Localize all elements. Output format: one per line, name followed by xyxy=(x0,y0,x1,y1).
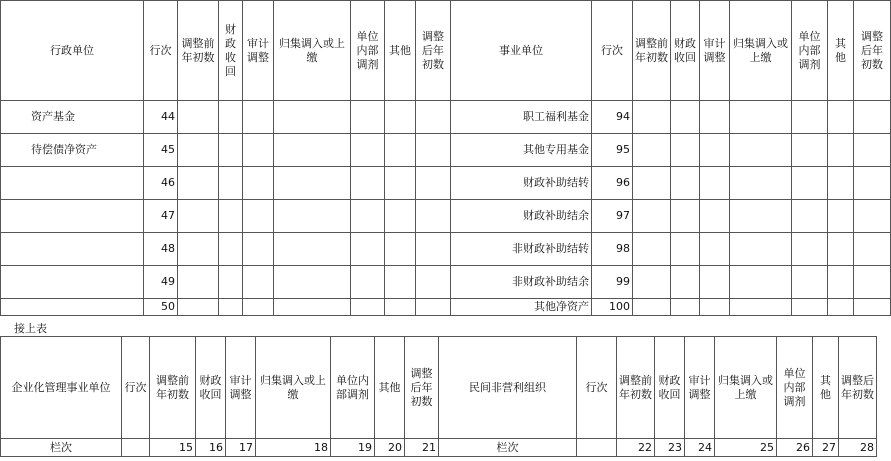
column-number: 17 xyxy=(226,439,256,457)
header-internal-alloc: 单位内部调剂 xyxy=(351,1,385,101)
table-row xyxy=(1,200,891,233)
table-row xyxy=(1,299,891,316)
cell[interactable] xyxy=(633,299,671,316)
header-enterprise-unit: 企业化管理事业单位 xyxy=(1,337,122,439)
cell[interactable] xyxy=(792,101,828,134)
row-number: 46 xyxy=(144,167,178,200)
header-collect-pay: 归集调入或上缴 xyxy=(256,337,331,439)
column-number: 15 xyxy=(150,439,196,457)
header-adj-after: 调整后年初数 xyxy=(405,337,439,439)
header-adj-after-2: 调整后年初数 xyxy=(854,1,891,101)
column-number: 26 xyxy=(777,439,813,457)
header-fiscal-recover-2: 财政收回 xyxy=(671,1,700,101)
cell[interactable] xyxy=(416,200,451,233)
cell[interactable] xyxy=(854,200,891,233)
header-internal-alloc-2: 单位内部调剂 xyxy=(792,1,828,101)
cell[interactable] xyxy=(792,200,828,233)
cell[interactable] xyxy=(828,200,854,233)
header-internal-alloc-2: 单位内部调剂 xyxy=(777,337,813,439)
cell[interactable] xyxy=(730,167,792,200)
cell[interactable] xyxy=(854,233,891,266)
header-audit-adj: 审计调整 xyxy=(243,1,274,101)
cell[interactable] xyxy=(633,167,671,200)
cell[interactable] xyxy=(351,167,385,200)
header-row-no-text: 行次 xyxy=(149,43,172,57)
cell[interactable] xyxy=(178,167,219,200)
header-inst-unit: 事业单位 xyxy=(451,1,592,101)
cell[interactable] xyxy=(178,200,219,233)
cell[interactable] xyxy=(178,101,219,134)
cell[interactable] xyxy=(671,101,700,134)
cell[interactable] xyxy=(416,101,451,134)
admin-item[interactable] xyxy=(1,167,144,200)
cell[interactable] xyxy=(671,200,700,233)
continued-table xyxy=(0,336,877,457)
cell[interactable] xyxy=(700,233,730,266)
cell[interactable] xyxy=(671,233,700,266)
header-other-2: 其他 xyxy=(813,337,839,439)
cell[interactable] xyxy=(792,167,828,200)
cell[interactable] xyxy=(700,266,730,299)
cell[interactable] xyxy=(219,233,243,266)
cell[interactable] xyxy=(416,266,451,299)
cell[interactable] xyxy=(219,101,243,134)
row-number: 47 xyxy=(144,200,178,233)
column-number-row xyxy=(1,439,877,457)
header-collect-pay: 归集调入或上缴 xyxy=(274,1,351,101)
row-number: 49 xyxy=(144,266,178,299)
admin-item[interactable]: 待偿债净资产 xyxy=(1,134,144,167)
cell[interactable] xyxy=(633,134,671,167)
header-admin-unit: 行政单位 xyxy=(1,1,144,101)
column-number: 24 xyxy=(685,439,715,457)
cell[interactable] xyxy=(351,266,385,299)
cell[interactable] xyxy=(671,266,700,299)
cell[interactable] xyxy=(243,134,274,167)
cell[interactable] xyxy=(730,200,792,233)
cell[interactable] xyxy=(385,233,416,266)
header-adj-before-2: 调整前年初数 xyxy=(617,337,655,439)
header-npo-unit: 民间非营利组织 xyxy=(439,337,577,439)
cell[interactable] xyxy=(792,299,828,316)
cell[interactable] xyxy=(671,299,700,316)
cell[interactable] xyxy=(351,299,385,316)
cell[interactable] xyxy=(633,200,671,233)
cell[interactable] xyxy=(274,233,351,266)
cell[interactable] xyxy=(274,167,351,200)
inst-item[interactable]: 财政补助结余 xyxy=(451,200,592,233)
header-adj-after: 调整后年初数 xyxy=(416,1,451,101)
cell[interactable] xyxy=(730,266,792,299)
cell xyxy=(577,439,617,457)
cell[interactable] xyxy=(671,167,700,200)
column-number: 23 xyxy=(655,439,685,457)
cell[interactable] xyxy=(730,101,792,134)
cell[interactable] xyxy=(385,101,416,134)
row-number: 45 xyxy=(144,134,178,167)
cell[interactable] xyxy=(700,101,730,134)
cell[interactable] xyxy=(351,101,385,134)
cell[interactable] xyxy=(792,233,828,266)
cell[interactable] xyxy=(178,134,219,167)
column-number: 16 xyxy=(196,439,226,457)
admin-item[interactable] xyxy=(1,233,144,266)
header-fiscal-recover-2: 财政收回 xyxy=(655,337,685,439)
cell[interactable] xyxy=(219,167,243,200)
column-number: 20 xyxy=(375,439,405,457)
row-number: 44 xyxy=(144,101,178,134)
header-collect-pay-2: 归集调入或上缴 xyxy=(730,1,792,101)
admin-item[interactable] xyxy=(1,266,144,299)
header-other: 其他 xyxy=(385,1,416,101)
inst-item[interactable]: 职工福利基金 xyxy=(451,101,592,134)
cell[interactable] xyxy=(178,266,219,299)
cell xyxy=(122,439,150,457)
cell[interactable] xyxy=(700,167,730,200)
cell[interactable] xyxy=(274,200,351,233)
inst-item[interactable]: 财政补助结转 xyxy=(451,167,592,200)
cell[interactable] xyxy=(854,266,891,299)
cell[interactable] xyxy=(416,299,451,316)
cell[interactable] xyxy=(730,134,792,167)
header-row-no-2: 行次 xyxy=(577,337,617,439)
row-number-2: 96 xyxy=(592,167,633,200)
header-fiscal-recover: 财政收回 xyxy=(196,337,226,439)
cell[interactable] xyxy=(633,101,671,134)
inst-item[interactable]: 其他净资产 xyxy=(451,299,592,316)
row-number: 48 xyxy=(144,233,178,266)
cell[interactable] xyxy=(243,101,274,134)
inst-item[interactable]: 非财政补助结转 xyxy=(451,233,592,266)
cell[interactable] xyxy=(219,266,243,299)
column-number: 22 xyxy=(617,439,655,457)
admin-item[interactable]: 资产基金 xyxy=(1,101,144,134)
cell[interactable] xyxy=(416,134,451,167)
cell[interactable] xyxy=(854,299,891,316)
cell[interactable] xyxy=(828,101,854,134)
cell[interactable] xyxy=(854,167,891,200)
header-audit-adj: 审计调整 xyxy=(226,337,256,439)
header-adj-before-2: 调整前年初数 xyxy=(633,1,671,101)
admin-item[interactable] xyxy=(1,299,144,316)
cell[interactable] xyxy=(828,134,854,167)
row-number-2: 95 xyxy=(592,134,633,167)
cell[interactable] xyxy=(792,134,828,167)
cell[interactable] xyxy=(243,200,274,233)
column-number: 18 xyxy=(256,439,331,457)
cell[interactable] xyxy=(700,134,730,167)
cell[interactable] xyxy=(633,266,671,299)
header-row-2 xyxy=(1,337,877,439)
table-row xyxy=(1,233,891,266)
cell[interactable] xyxy=(219,299,243,316)
cell[interactable] xyxy=(385,266,416,299)
cell[interactable] xyxy=(243,266,274,299)
header-other-2: 其他 xyxy=(828,1,854,101)
cell[interactable] xyxy=(351,233,385,266)
column-number: 28 xyxy=(839,439,877,457)
admin-item[interactable] xyxy=(1,200,144,233)
header-fiscal-recover: 财政收回 xyxy=(219,1,243,101)
cell[interactable] xyxy=(828,299,854,316)
header-audit-adj-2: 审计调整 xyxy=(700,1,730,101)
table-row xyxy=(1,101,891,134)
cell[interactable] xyxy=(178,233,219,266)
cell[interactable] xyxy=(351,134,385,167)
header-adj-before: 调整前年初数 xyxy=(178,1,219,101)
cell[interactable] xyxy=(385,200,416,233)
table-row xyxy=(1,167,891,200)
header-row-no: 行次 xyxy=(122,337,150,439)
cell[interactable] xyxy=(854,101,891,134)
column-number-label: 栏次 xyxy=(1,439,122,457)
cell[interactable] xyxy=(416,233,451,266)
header-row xyxy=(1,1,891,101)
cell[interactable] xyxy=(633,233,671,266)
cell[interactable] xyxy=(792,266,828,299)
cell[interactable] xyxy=(385,299,416,316)
table-row xyxy=(1,266,891,299)
cell[interactable] xyxy=(385,167,416,200)
column-number: 19 xyxy=(331,439,375,457)
row-number-2: 94 xyxy=(592,101,633,134)
cell[interactable] xyxy=(178,299,219,316)
cell[interactable] xyxy=(700,299,730,316)
cell[interactable] xyxy=(219,134,243,167)
cell[interactable] xyxy=(243,167,274,200)
continued-label: 接上表 xyxy=(14,322,47,335)
cell[interactable] xyxy=(219,200,243,233)
cell[interactable] xyxy=(671,134,700,167)
cell[interactable] xyxy=(243,233,274,266)
cell[interactable] xyxy=(854,134,891,167)
cell[interactable] xyxy=(274,134,351,167)
cell[interactable] xyxy=(828,233,854,266)
cell[interactable] xyxy=(828,266,854,299)
cell[interactable] xyxy=(416,167,451,200)
table-row xyxy=(1,134,891,167)
cell[interactable] xyxy=(828,167,854,200)
cell[interactable] xyxy=(274,299,351,316)
header-row-no xyxy=(144,1,178,101)
row-number-2: 100 xyxy=(592,299,633,316)
column-number: 21 xyxy=(405,439,439,457)
inst-item[interactable]: 非财政补助结余 xyxy=(451,266,592,299)
row-number-2: 99 xyxy=(592,266,633,299)
row-number: 50 xyxy=(144,299,178,316)
header-adj-after-2: 调整后年初数 xyxy=(839,337,877,439)
cell[interactable] xyxy=(730,299,792,316)
cell[interactable] xyxy=(243,299,274,316)
column-number: 25 xyxy=(715,439,777,457)
header-internal-alloc: 单位内部调剂 xyxy=(331,337,375,439)
cell[interactable] xyxy=(385,134,416,167)
header-row-no-2: 行次 xyxy=(592,1,633,101)
inst-item[interactable]: 其他专用基金 xyxy=(451,134,592,167)
column-number-label-2: 栏次 xyxy=(439,439,577,457)
header-audit-adj-2: 审计调整 xyxy=(685,337,715,439)
cell[interactable] xyxy=(274,101,351,134)
cell[interactable] xyxy=(351,200,385,233)
row-number-2: 98 xyxy=(592,233,633,266)
header-collect-pay-2: 归集调入或上缴 xyxy=(715,337,777,439)
cell[interactable] xyxy=(700,200,730,233)
header-adj-before: 调整前年初数 xyxy=(150,337,196,439)
header-other: 其他 xyxy=(375,337,405,439)
cell[interactable] xyxy=(730,233,792,266)
cell[interactable] xyxy=(274,266,351,299)
column-number: 27 xyxy=(813,439,839,457)
row-number-2: 97 xyxy=(592,200,633,233)
